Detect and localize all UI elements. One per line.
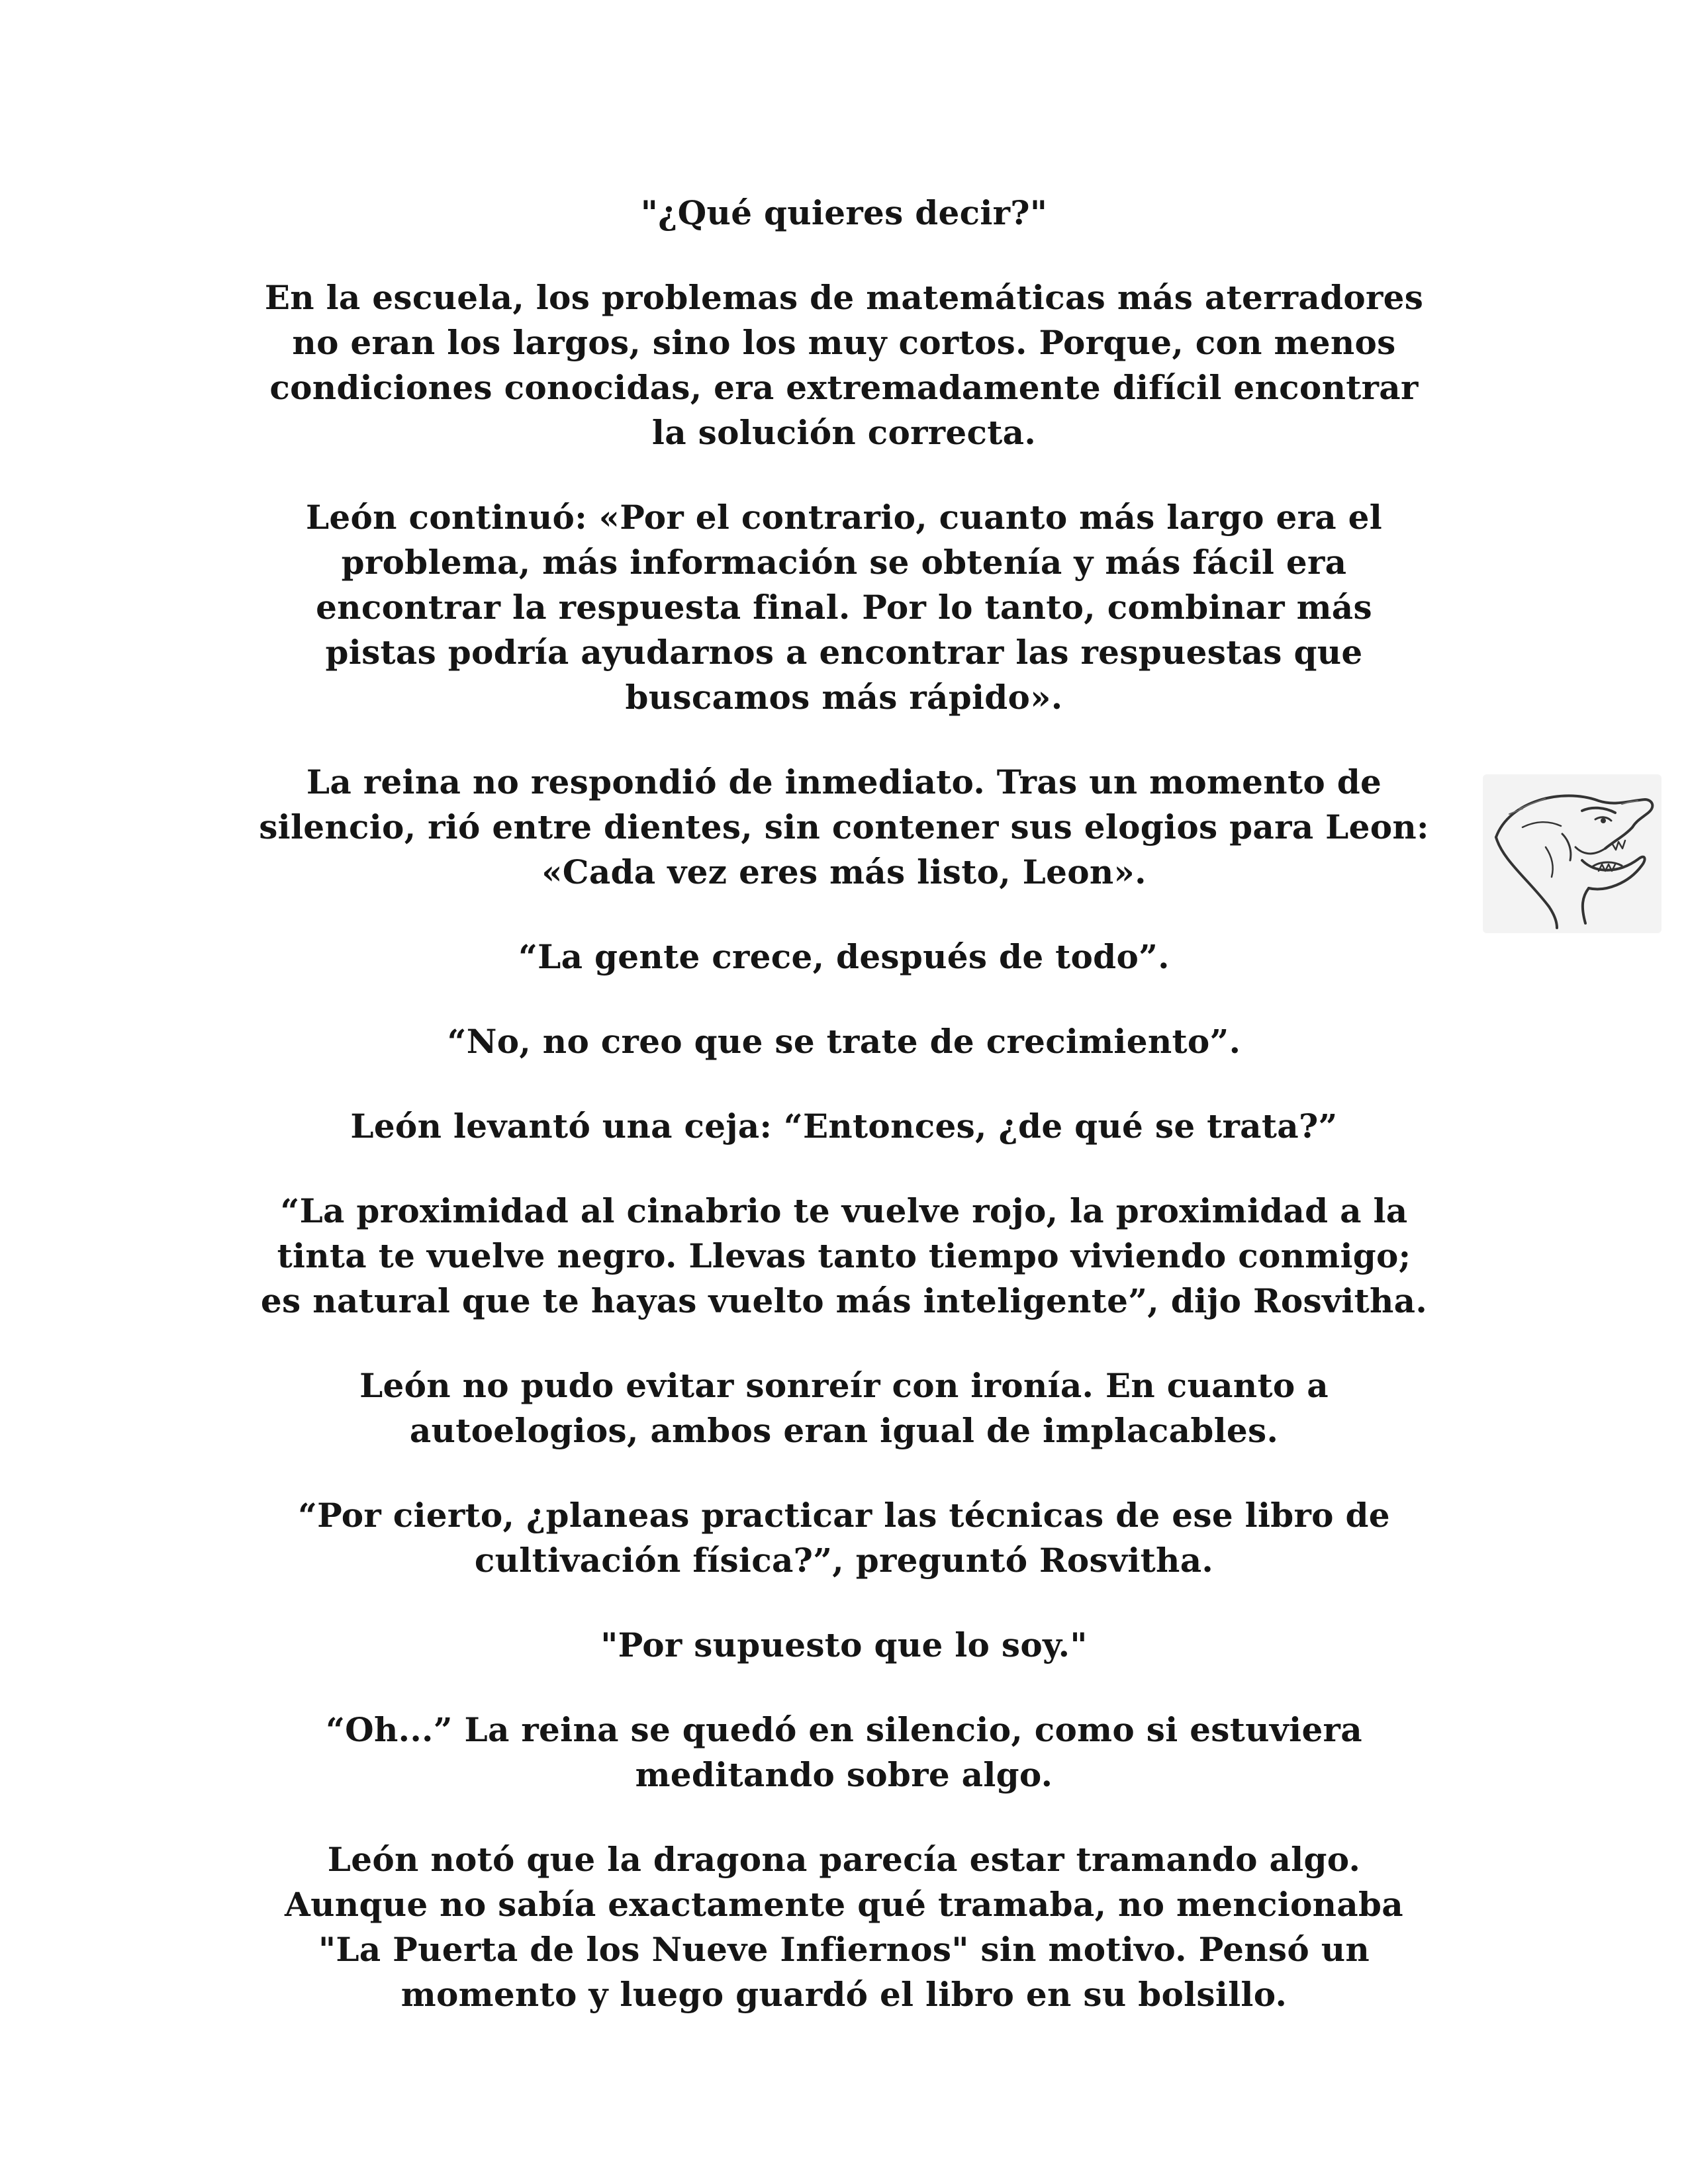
text-line: León no pudo evitar sonreír con ironía. En cuanto a <box>359 1366 1329 1405</box>
paragraph <box>225 934 1463 979</box>
text-line: meditando sobre algo. <box>635 1755 1053 1794</box>
text-line: «Cada vez eres más listo, Leon». <box>541 852 1147 891</box>
text-line: cultivación física?”, preguntó Rosvitha. <box>474 1541 1214 1580</box>
text-line: momento y luego guardó el libro en su bolsillo. <box>400 1975 1288 2014</box>
text-line: León levantó una ceja: “Entonces, ¿de qué se trata?” <box>350 1107 1338 1146</box>
paragraph <box>225 760 1463 895</box>
text-line: “La gente crece, después de todo”. <box>518 937 1170 976</box>
text-line: autoelogios, ambos eran igual de implacables. <box>409 1411 1279 1450</box>
text-line: La reina no respondió de inmediato. Tras un momento de <box>306 762 1382 801</box>
text-line: pistas podría ayudarnos a encontrar las respuestas que <box>325 633 1363 672</box>
text-line: condiciones conocidas, era extremadamente difícil encontrar <box>269 368 1419 407</box>
text-line: la solución correcta. <box>651 413 1037 452</box>
paragraph <box>225 1837 1463 2017</box>
paragraph <box>225 1493 1463 1583</box>
text-line: “La proximidad al cinabrio te vuelve rojo, la proximidad a la <box>280 1191 1408 1230</box>
text-line: encontrar la respuesta final. Por lo tanto, combinar más <box>316 588 1372 627</box>
text-line: León notó que la dragona parecía estar tramando algo. <box>327 1840 1361 1879</box>
paragraph <box>225 1019 1463 1064</box>
text-line: silencio, rió entre dientes, sin contener sus elogios para Leon: <box>259 807 1429 846</box>
text-line: "Por supuesto que lo soy." <box>600 1625 1088 1664</box>
text-line: “Oh...” La reina se quedó en silencio, como si estuviera <box>326 1710 1362 1749</box>
text-line: León continuó: «Por el contrario, cuanto más largo era el <box>305 498 1383 537</box>
dragon-head-sketch-icon <box>1483 774 1662 933</box>
text-line: “Por cierto, ¿planeas practicar las técnicas de ese libro de <box>298 1496 1390 1535</box>
text-line: "La Puerta de los Nueve Infiernos" sin motivo. Pensó un <box>318 1930 1370 1969</box>
text-line: "¿Qué quieres decir?" <box>640 193 1048 232</box>
text-line: Aunque no sabía exactamente qué tramaba, no mencionaba <box>285 1885 1403 1924</box>
paragraph <box>225 1707 1463 1797</box>
paragraph <box>225 1623 1463 1668</box>
story-text <box>225 191 1463 2057</box>
text-line: buscamos más rápido». <box>625 678 1063 717</box>
text-line: “No, no creo que se trate de crecimiento”. <box>447 1022 1241 1061</box>
paragraph <box>225 1363 1463 1453</box>
text-line: tinta te vuelve negro. Llevas tanto tiempo viviendo conmigo; <box>277 1236 1411 1275</box>
text-line: problema, más información se obtenía y más fácil era <box>341 543 1347 582</box>
text-line: no eran los largos, sino los muy cortos. Porque, con menos <box>292 323 1396 362</box>
paragraph <box>225 1189 1463 1324</box>
paragraph <box>225 191 1463 236</box>
paragraph <box>225 1104 1463 1149</box>
paragraph <box>225 495 1463 720</box>
text-line: En la escuela, los problemas de matemáticas más aterradores <box>264 278 1424 317</box>
text-line: es natural que te hayas vuelto más inteligente”, dijo Rosvitha. <box>260 1281 1428 1320</box>
paragraph <box>225 275 1463 455</box>
